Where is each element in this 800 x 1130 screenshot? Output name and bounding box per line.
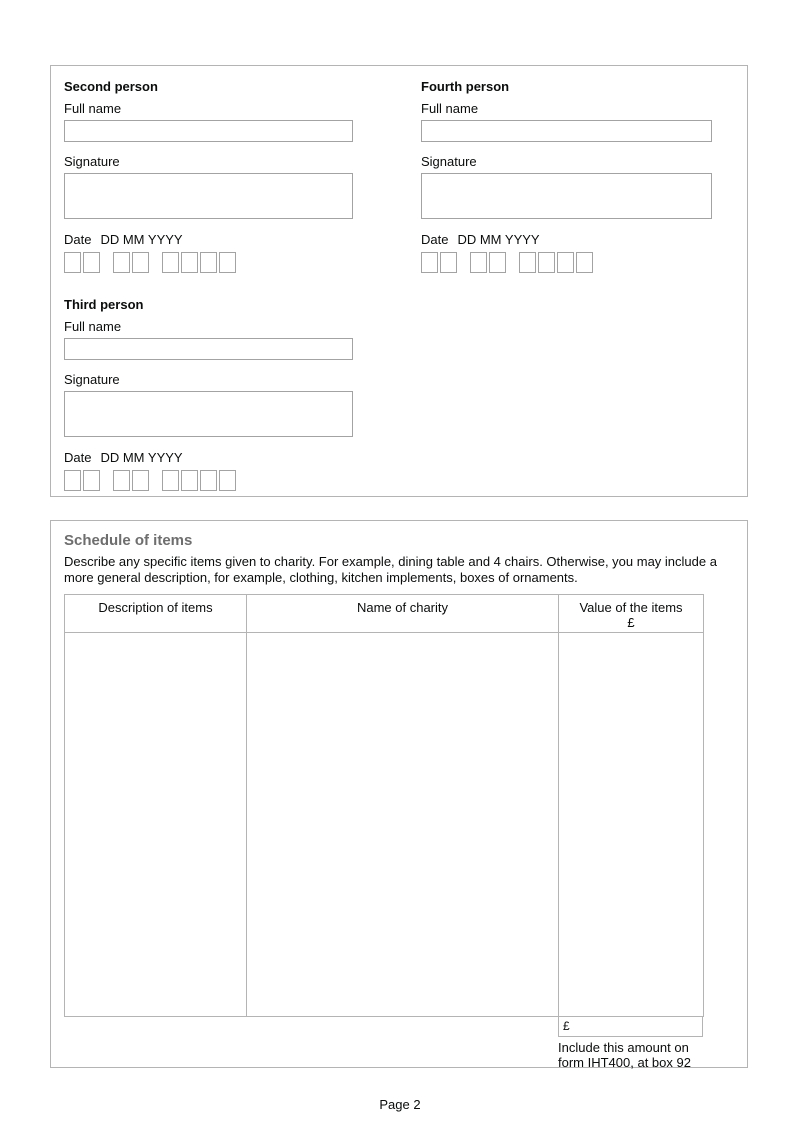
third-person-heading: Third person (64, 297, 144, 312)
fourth-person-year-digit-1[interactable] (519, 252, 536, 273)
second-person-year-digit-1[interactable] (162, 252, 179, 273)
third-person-year-digit-1[interactable] (162, 470, 179, 491)
fourth-person-fullname-input[interactable] (421, 120, 712, 142)
second-person-date-label: Date (64, 232, 92, 247)
fourth-person-heading: Fourth person (421, 79, 510, 94)
header-value-label: Value of the items (579, 600, 683, 615)
fourth-person-date-format: DD MM YYYY (457, 232, 540, 247)
fourth-person-date-boxes (421, 252, 712, 273)
schedule-description: Describe any specific items given to charity. For example, dining table and 4 chairs. Otherwise, you may include a more general description, for example, clothing, kitchen implements, boxes of ornaments. (64, 554, 717, 585)
total-note: Include this amount on form IHT400, at box 92 (558, 1040, 691, 1070)
header-description-of-items: Description of items (65, 595, 247, 633)
schedule-section (50, 520, 748, 1068)
third-person-date-label-row (64, 450, 353, 465)
third-person-signature-label: Signature (64, 372, 120, 387)
fourth-person-day-group (421, 252, 457, 273)
second-person-date-format: DD MM YYYY (100, 232, 183, 247)
second-person-date-label-row (64, 232, 353, 247)
third-person-year-digit-3[interactable] (200, 470, 217, 491)
third-person-signature-box[interactable] (64, 391, 353, 437)
third-person-date-boxes (64, 470, 353, 491)
second-person-year-group (162, 252, 236, 273)
total-currency-symbol: £ (563, 1019, 570, 1033)
third-person-day-digit-1[interactable] (64, 470, 81, 491)
second-person-day-digit-2[interactable] (83, 252, 100, 273)
second-person-fullname-label: Full name (64, 101, 122, 116)
fourth-person-year-digit-4[interactable] (576, 252, 593, 273)
third-person-fullname-label: Full name (64, 319, 122, 334)
third-person-month-digit-2[interactable] (132, 470, 149, 491)
fourth-person-day-digit-2[interactable] (440, 252, 457, 273)
table-header-row (65, 595, 704, 633)
second-person-month-digit-1[interactable] (113, 252, 130, 273)
entry-value-cell[interactable] (559, 633, 704, 1017)
third-person-year-digit-4[interactable] (219, 470, 236, 491)
header-value-of-items (559, 595, 704, 633)
header-currency-symbol: £ (627, 615, 635, 630)
third-person-month-group (113, 470, 149, 491)
third-person-year-group (162, 470, 236, 491)
signatures-right-column (421, 79, 712, 273)
schedule-heading: Schedule of items (64, 532, 193, 549)
fourth-person-day-digit-1[interactable] (421, 252, 438, 273)
second-person-year-digit-3[interactable] (200, 252, 217, 273)
second-person-signature-box[interactable] (64, 173, 353, 219)
fourth-person-signature-box[interactable] (421, 173, 712, 219)
third-person-date-format: DD MM YYYY (100, 450, 183, 465)
fourth-person-signature-label: Signature (421, 154, 477, 169)
second-person-month-digit-2[interactable] (132, 252, 149, 273)
third-person-day-digit-2[interactable] (83, 470, 100, 491)
second-person-fullname-input[interactable] (64, 120, 353, 142)
third-person-year-digit-2[interactable] (181, 470, 198, 491)
signatures-section (50, 65, 748, 497)
fourth-person-year-group (519, 252, 593, 273)
fourth-person-date-label: Date (421, 232, 449, 247)
third-person-day-group (64, 470, 100, 491)
fourth-person-month-digit-2[interactable] (489, 252, 506, 273)
third-person-block (64, 297, 353, 491)
fourth-person-fullname-label: Full name (421, 101, 479, 116)
fourth-person-month-digit-1[interactable] (470, 252, 487, 273)
second-person-day-group (64, 252, 100, 273)
third-person-date-label: Date (64, 450, 92, 465)
second-person-day-digit-1[interactable] (64, 252, 81, 273)
schedule-items-table (64, 594, 704, 1017)
fourth-person-block (421, 79, 712, 273)
second-person-heading: Second person (64, 79, 158, 94)
second-person-block (64, 79, 353, 273)
total-value-box[interactable] (558, 1016, 703, 1037)
fourth-person-date-label-row (421, 232, 712, 247)
fourth-person-year-digit-3[interactable] (557, 252, 574, 273)
page-number: Page 2 (379, 1097, 421, 1112)
entry-description-cell[interactable] (65, 633, 247, 1017)
second-person-month-group (113, 252, 149, 273)
signatures-left-column (64, 79, 353, 491)
second-person-year-digit-2[interactable] (181, 252, 198, 273)
second-person-date-boxes (64, 252, 353, 273)
second-person-year-digit-4[interactable] (219, 252, 236, 273)
second-person-signature-label: Signature (64, 154, 120, 169)
fourth-person-year-digit-2[interactable] (538, 252, 555, 273)
table-entry-row (65, 633, 704, 1017)
fourth-person-month-group (470, 252, 506, 273)
header-name-of-charity: Name of charity (247, 595, 559, 633)
entry-charity-cell[interactable] (247, 633, 559, 1017)
third-person-fullname-input[interactable] (64, 338, 353, 360)
third-person-month-digit-1[interactable] (113, 470, 130, 491)
